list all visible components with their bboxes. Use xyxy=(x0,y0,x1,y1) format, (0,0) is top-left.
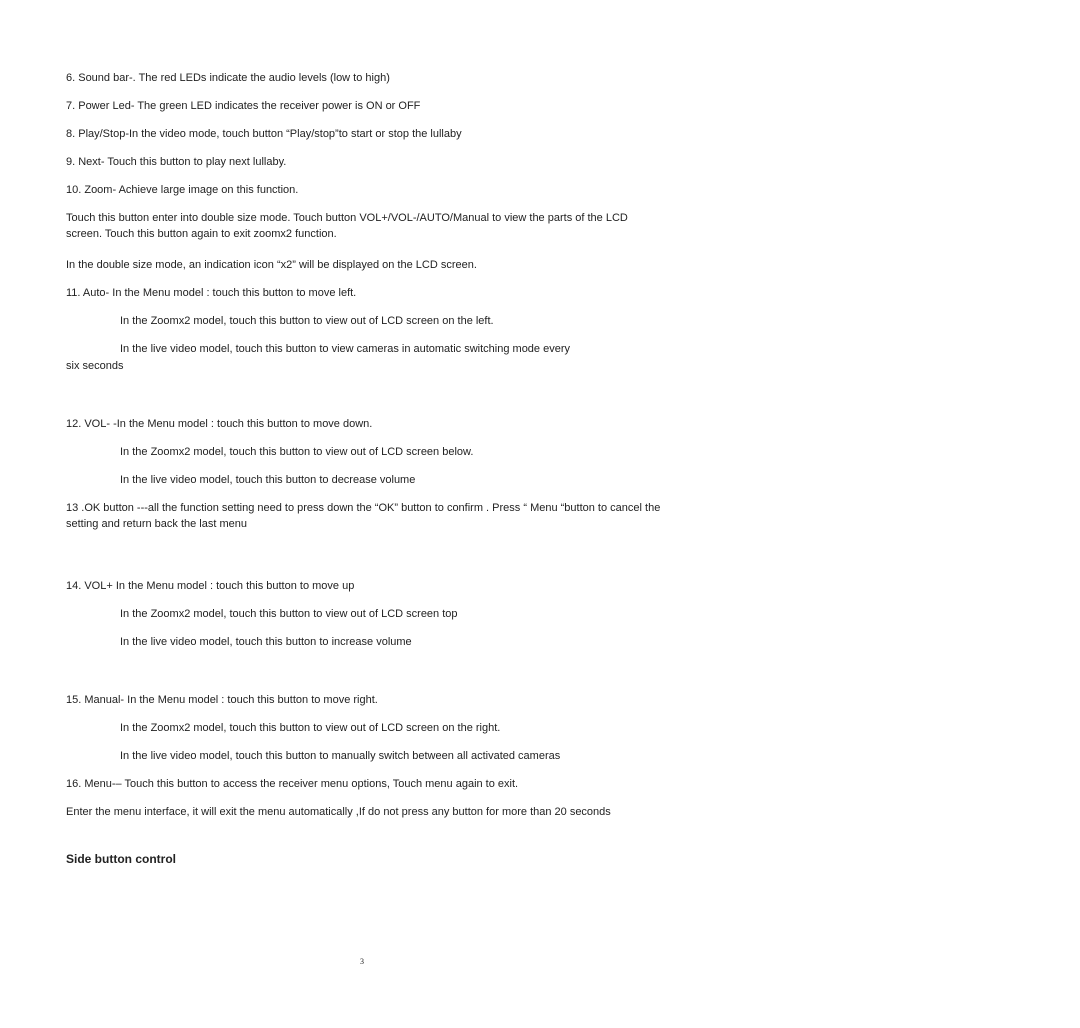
section-heading-side-button-control: Side button control xyxy=(66,852,176,866)
manual-live-mode: In the live video model, touch this button to manually switch between all activated cameras xyxy=(120,750,561,762)
page-number: 3 xyxy=(360,957,364,966)
vol-minus-live-mode: In the live video model, touch this button to decrease volume xyxy=(120,474,416,486)
menu-timeout-note: Enter the menu interface, it will exit the menu automatically ,If do not press any button for more than 20 seconds xyxy=(66,806,611,818)
item-7-power-led: 7. Power Led- The green LED indicates the receiver power is ON or OFF xyxy=(66,100,421,112)
vol-minus-zoom-mode: In the Zoomx2 model, touch this button to view out of LCD screen below. xyxy=(120,446,474,458)
item-10-zoom: 10. Zoom- Achieve large image on this function. xyxy=(66,184,299,196)
item-6-sound-bar: 6. Sound bar-. The red LEDs indicate the audio levels (low to high) xyxy=(66,72,390,84)
item-16-menu: 16. Menu-– Touch this button to access the receiver menu options, Touch menu again to exit. xyxy=(66,778,519,790)
item-15-manual: 15. Manual- In the Menu model : touch this button to move right. xyxy=(66,694,378,706)
vol-plus-live-mode: In the live video model, touch this button to increase volume xyxy=(120,636,412,648)
vol-plus-zoom-mode: In the Zoomx2 model, touch this button to view out of LCD screen top xyxy=(120,608,458,620)
item-9-next: 9. Next- Touch this button to play next lullaby. xyxy=(66,156,287,168)
auto-live-mode-continued: six seconds xyxy=(66,360,124,372)
item-13-ok-button: 13 .OK button ---all the function setting need to press down the “OK” button to confirm . Press “ Menu “button to cancel the setting and return back the last menu xyxy=(66,502,661,530)
zoom-indication-note: In the double size mode, an indication icon “x2” will be displayed on the LCD screen. xyxy=(66,259,477,271)
item-11-auto: 11. Auto- In the Menu model : touch this button to move left. xyxy=(66,287,357,299)
item-8-play-stop: 8. Play/Stop-In the video mode, touch button “Play/stop”to start or stop the lullaby xyxy=(66,128,462,140)
zoom-description: Touch this button enter into double size mode. Touch button VOL+/VOL-/AUTO/Manual to view the parts of the LCD screen. Touch this button again to exit zoomx2 function. xyxy=(66,212,628,240)
auto-zoom-mode: In the Zoomx2 model, touch this button to view out of LCD screen on the left. xyxy=(120,315,494,327)
manual-zoom-mode: In the Zoomx2 model, touch this button to view out of LCD screen on the right. xyxy=(120,722,501,734)
item-14-vol-plus: 14. VOL+ In the Menu model : touch this button to move up xyxy=(66,580,355,592)
item-12-vol-minus: 12. VOL- -In the Menu model : touch this button to move down. xyxy=(66,418,373,430)
auto-live-mode: In the live video model, touch this button to view cameras in automatic switching mode every xyxy=(120,343,571,355)
